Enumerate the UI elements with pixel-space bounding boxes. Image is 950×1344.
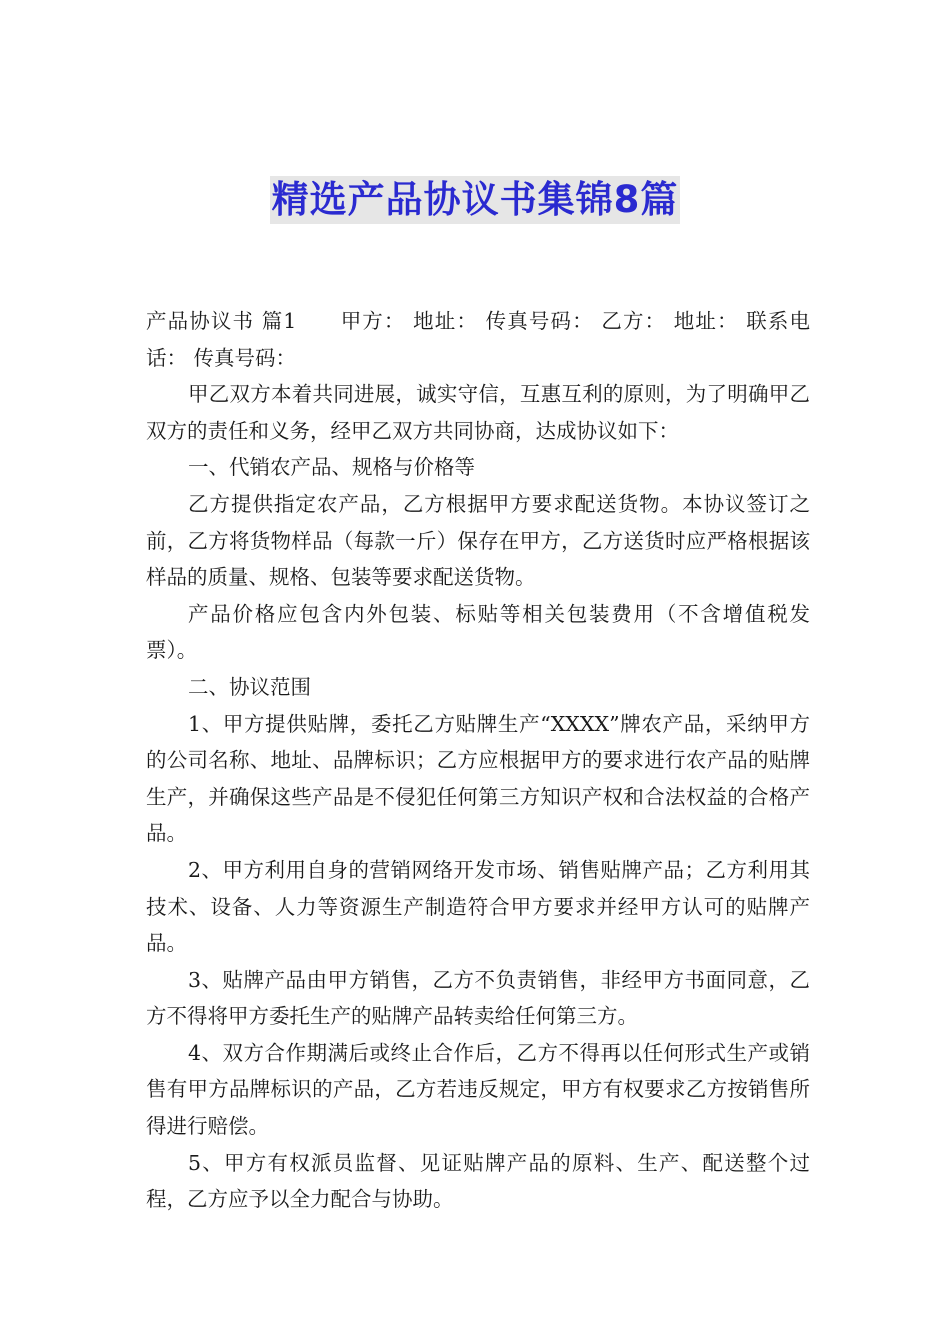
paragraph-price: 产品价格应包含内外包装、标贴等相关包装费用（不含增值税发票）。: [146, 601, 810, 663]
section-heading-1: 一、代销农产品、规格与价格等: [188, 455, 475, 480]
title-container: [0, 176, 950, 224]
clause-2: 2、甲方利用自身的营销网络开发市场、销售贴牌产品；乙方利用其技术、设备、人力等资源生产制造符合甲方要求并经甲方认可的贴牌产品。: [146, 857, 810, 956]
section-heading-2: 二、协议范围: [188, 674, 311, 699]
paragraph-preamble: 甲乙双方本着共同进展，诚实守信，互惠互利的原则，为了明确甲乙双方的责任和义务，经甲乙双方共同协商，达成协议如下：: [146, 382, 810, 443]
paragraph-header-line: 产品协议书 篇1 甲方： 地址： 传真号码： 乙方： 地址： 联系电话： 传真号码：: [146, 309, 810, 370]
clause-1: 1、甲方提供贴牌，委托乙方贴牌生产“XXXX”牌农产品，采纳甲方的公司名称、地址、品牌标识；乙方应根据甲方的要求进行农产品的贴牌生产，并确保这些产品是不侵犯任何第三方知识产权和合法权益的合格产品。: [146, 711, 810, 846]
document-body: [146, 303, 810, 1218]
clause-5: 5、甲方有权派员监督、见证贴牌产品的原料、生产、配送整个过程，乙方应予以全力配合与协助。: [146, 1150, 810, 1212]
clause-3: 3、贴牌产品由甲方销售，乙方不负责销售，非经甲方书面同意，乙方不得将甲方委托生产的贴牌产品转卖给任何第三方。: [146, 967, 810, 1029]
document-title: 精选产品协议书集锦8篇: [270, 176, 681, 224]
paragraph-supply: 乙方提供指定农产品，乙方根据甲方要求配送货物。本协议签订之前，乙方将货物样品（每款一斤）保存在甲方，乙方送货时应严格根据该样品的质量、规格、包装等要求配送货物。: [146, 491, 810, 590]
clause-4: 4、双方合作期满后或终止合作后，乙方不得再以任何形式生产或销售有甲方品牌标识的产品，乙方若违反规定，甲方有权要求乙方按销售所得进行赔偿。: [146, 1040, 810, 1139]
